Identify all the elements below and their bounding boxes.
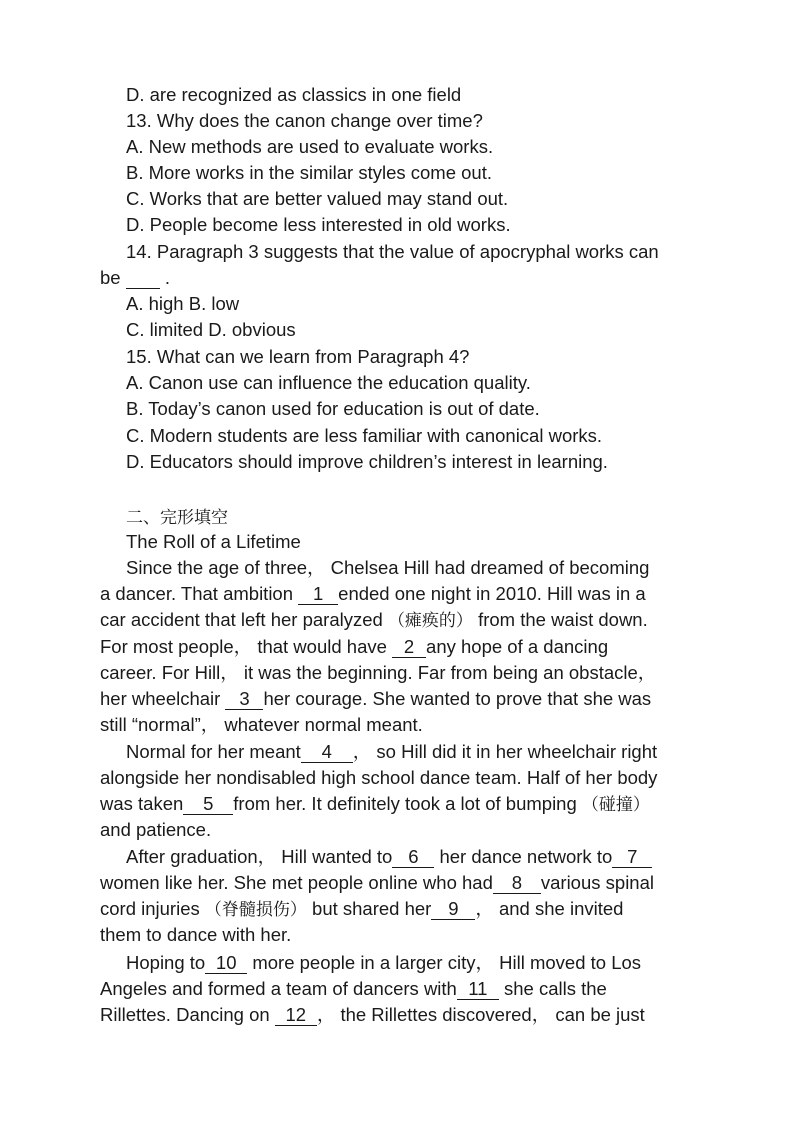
passage-text: ， so Hill did it in her wheelchair right	[352, 741, 658, 762]
passage-line-5: career. For Hill， it was the beginning. Far from being an obstacle，	[100, 662, 657, 683]
q15-option-a: A. Canon use can influence the education quality.	[126, 372, 531, 393]
passage-text: Hoping to	[126, 952, 206, 973]
passage-line-13	[100, 870, 710, 896]
q13-option-d: D. People become less interested in old works.	[126, 214, 511, 235]
passage-text: various spinal	[540, 872, 654, 893]
passage-line-10	[100, 791, 710, 818]
passage-line-7: still “normal”， whatever normal meant.	[100, 714, 423, 735]
cloze-blank-2: 2	[392, 637, 426, 658]
passage-text: Normal for her meant	[126, 741, 301, 762]
q13-option-a: A. New methods are used to evaluate works.	[126, 136, 494, 157]
passage-line-12	[126, 844, 736, 870]
passage-line-17	[100, 976, 710, 1002]
passage-line-2	[100, 581, 710, 607]
cloze-blank-5: 5	[183, 794, 233, 815]
passage-text: her courage. She wanted to prove that she was	[263, 688, 652, 709]
passage-line-3	[100, 607, 710, 634]
cloze-blank-1: 1	[298, 584, 338, 605]
passage-line-11: and patience.	[100, 819, 212, 840]
passage-text: cord injuries	[100, 898, 200, 919]
passage-line-4	[100, 634, 710, 660]
passage-text: Rillettes. Dancing on	[100, 1004, 270, 1025]
q15-option-b: B. Today’s canon used for education is out of date.	[126, 398, 540, 419]
passage-line-9: alongside her nondisabled high school dance team. Half of her body	[100, 767, 658, 788]
passage-text: women like her. She met people online who had	[100, 872, 493, 893]
passage-line-18	[100, 1002, 710, 1028]
chinese-gloss: （碰撞）	[581, 795, 650, 815]
q15-stem: 15. What can we learn from Paragraph 4?	[126, 346, 470, 367]
q15-option-d: D. Educators should improve children’s interest in learning.	[126, 451, 608, 472]
passage-text: For most people， that would have	[100, 636, 387, 657]
passage-text: Angeles and formed a team of dancers with	[100, 978, 457, 999]
cloze-blank-6: 6	[392, 847, 434, 868]
q14-stem-line1: 14. Paragraph 3 suggests that the value of apocryphal works can	[126, 241, 659, 262]
passage-text: car accident that left her paralyzed	[100, 609, 383, 630]
passage-text: her dance network to	[439, 846, 613, 867]
q14-options-ab: A. high B. low	[126, 293, 240, 314]
q12-option-d: D. are recognized as classics in one field	[126, 84, 462, 105]
passage-title: The Roll of a Lifetime	[126, 531, 301, 552]
q13-option-b: B. More works in the similar styles come out.	[126, 162, 492, 183]
cloze-blank-10: 10	[205, 953, 247, 974]
cloze-blank-9: 9	[431, 899, 475, 920]
passage-line-1: Since the age of three， Chelsea Hill had dreamed of becoming	[126, 557, 650, 578]
section-heading: 二、完形填空	[126, 508, 228, 528]
passage-text: ， and she invited	[475, 898, 624, 919]
chinese-gloss: （脊髓损伤）	[204, 900, 307, 920]
q14-stem-line2	[100, 265, 710, 291]
cloze-blank-8: 8	[493, 873, 541, 894]
q14-options-cd: C. limited D. obvious	[126, 319, 296, 340]
q14-answer-blank	[126, 268, 160, 289]
cloze-blank-7: 7	[612, 847, 652, 868]
passage-line-16	[126, 950, 736, 976]
passage-text: ， the Rillettes discovered， can be just	[316, 1004, 645, 1025]
cloze-blank-4: 4	[301, 742, 353, 763]
q13-option-c: C. Works that are better valued may stand out.	[126, 188, 509, 209]
passage-text: ended one night in 2010. Hill was in a	[338, 583, 646, 604]
passage-text: more people in a larger city， Hill moved to Los	[252, 952, 642, 973]
cloze-blank-3: 3	[225, 689, 263, 710]
passage-text: from her. It definitely took a lot of bumping	[233, 793, 577, 814]
q13-stem: 13. Why does the canon change over time?	[126, 110, 483, 131]
cloze-blank-11: 11	[457, 979, 499, 1000]
passage-text: from the waist down.	[478, 609, 648, 630]
passage-text: was taken	[100, 793, 184, 814]
passage-line-15: them to dance with her.	[100, 924, 292, 945]
q14-stem-suffix: .	[164, 267, 170, 288]
passage-text: but shared her	[312, 898, 432, 919]
passage-text: any hope of a dancing	[426, 636, 609, 657]
passage-line-8	[126, 739, 736, 765]
passage-text: After graduation， Hill wanted to	[126, 846, 393, 867]
q14-stem-prefix: be	[100, 267, 121, 288]
chinese-gloss: （瘫痪的）	[387, 611, 473, 631]
cloze-blank-12: 12	[275, 1005, 317, 1026]
passage-text: she calls the	[503, 978, 607, 999]
q15-option-c: C. Modern students are less familiar with canonical works.	[126, 425, 603, 446]
passage-line-14	[100, 896, 710, 923]
passage-text: a dancer. That ambition	[100, 583, 294, 604]
passage-text: her wheelchair	[100, 688, 221, 709]
passage-line-6	[100, 686, 710, 712]
